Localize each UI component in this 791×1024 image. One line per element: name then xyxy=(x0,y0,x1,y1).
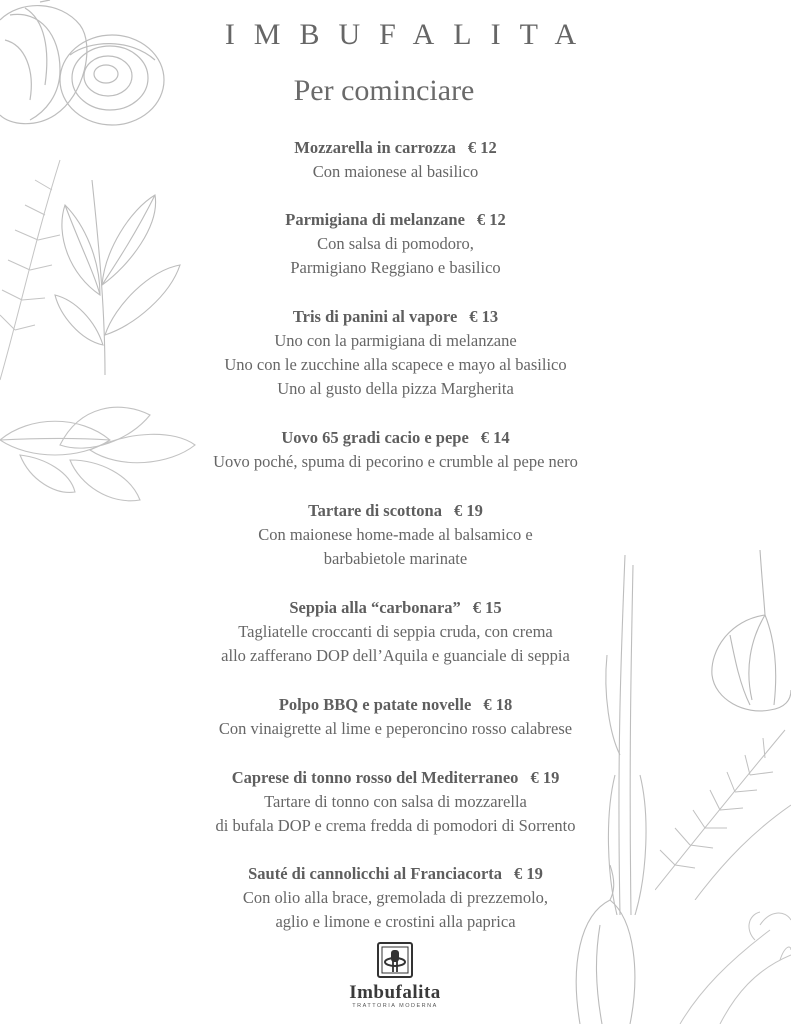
item-description: barbabietole marinate xyxy=(323,549,468,568)
item-name: Uovo 65 gradi cacio e pepe xyxy=(281,428,469,447)
item-name: Parmigiana di melanzane xyxy=(285,210,465,229)
menu-item-mozzarella-in-carrozza xyxy=(0,136,791,184)
item-name: Sauté di cannolicchi al Franciacorta xyxy=(248,864,503,883)
menu-item-tartare-di-scottona xyxy=(0,499,791,571)
item-description: Uovo poché, spuma di pecorino e crumble al pepe nero xyxy=(213,452,578,471)
section-title: Per cominciare xyxy=(293,74,475,107)
item-description: Tagliatelle croccanti di seppia cruda, con crema xyxy=(238,622,553,641)
item-price: € 13 xyxy=(469,307,499,326)
item-price: € 19 xyxy=(530,768,560,787)
item-price: € 14 xyxy=(480,428,510,447)
item-price: € 12 xyxy=(467,138,497,157)
item-name: Polpo BBQ e patate novelle xyxy=(278,695,472,714)
item-price: € 19 xyxy=(453,501,483,520)
item-description: Parmigiano Reggiano e basilico xyxy=(290,258,501,277)
item-description: di bufala DOP e crema fredda di pomodori di Sorrento xyxy=(215,816,576,835)
menu-item-tris-di-panini xyxy=(0,305,791,401)
item-price: € 19 xyxy=(514,864,543,883)
item-price: € 15 xyxy=(472,598,502,617)
logo-name: Imbufalita xyxy=(349,982,441,1003)
item-description: Con maionese home-made al balsamico e xyxy=(258,525,533,544)
item-name: Mozzarella in carrozza xyxy=(294,138,456,157)
item-name: Caprese di tonno rosso del Mediterraneo xyxy=(231,768,519,787)
menu-item-polpo-bbq xyxy=(0,693,791,741)
item-description: aglio e limone e crostini alla paprica xyxy=(275,912,516,931)
item-description: Con vinaigrette al lime e peperoncino rosso calabrese xyxy=(218,719,573,738)
menu-item-uovo-65-gradi xyxy=(0,426,791,474)
item-description: Tartare di tonno con salsa di mozzarella xyxy=(264,792,527,811)
item-description: Con olio alla brace, gremolada di prezzemolo, xyxy=(242,888,549,907)
item-description: Uno al gusto della pizza Margherita xyxy=(277,379,514,398)
logo-tagline: TRATTORIA MODERNA xyxy=(352,1003,438,1009)
item-name: Tris di panini al vapore xyxy=(292,307,458,326)
item-description: Uno con la parmigiana di melanzane xyxy=(274,331,517,350)
item-price: € 12 xyxy=(476,210,506,229)
item-description: allo zafferano DOP dell’Aquila e guanciale di seppia xyxy=(221,646,570,665)
logo-mark-icon xyxy=(377,942,413,978)
item-description: Uno con le zucchine alla scapece e mayo al basilico xyxy=(224,355,567,374)
item-name: Seppia alla “carbonara” xyxy=(289,598,461,617)
menu-item-seppia-alla-carbonara xyxy=(0,596,791,668)
item-description: Con maionese al basilico xyxy=(312,162,479,181)
item-name: Tartare di scottona xyxy=(308,501,442,520)
restaurant-logo xyxy=(335,942,455,1009)
item-description: Con salsa di pomodoro, xyxy=(317,234,474,253)
menu-item-parmigiana-di-melanzane xyxy=(0,208,791,280)
menu-item-saute-di-cannolicchi xyxy=(0,862,791,934)
item-price: € 18 xyxy=(483,695,513,714)
brand-title: IMBUFALITA xyxy=(224,18,596,51)
menu-item-caprese-di-tonno xyxy=(0,766,791,838)
